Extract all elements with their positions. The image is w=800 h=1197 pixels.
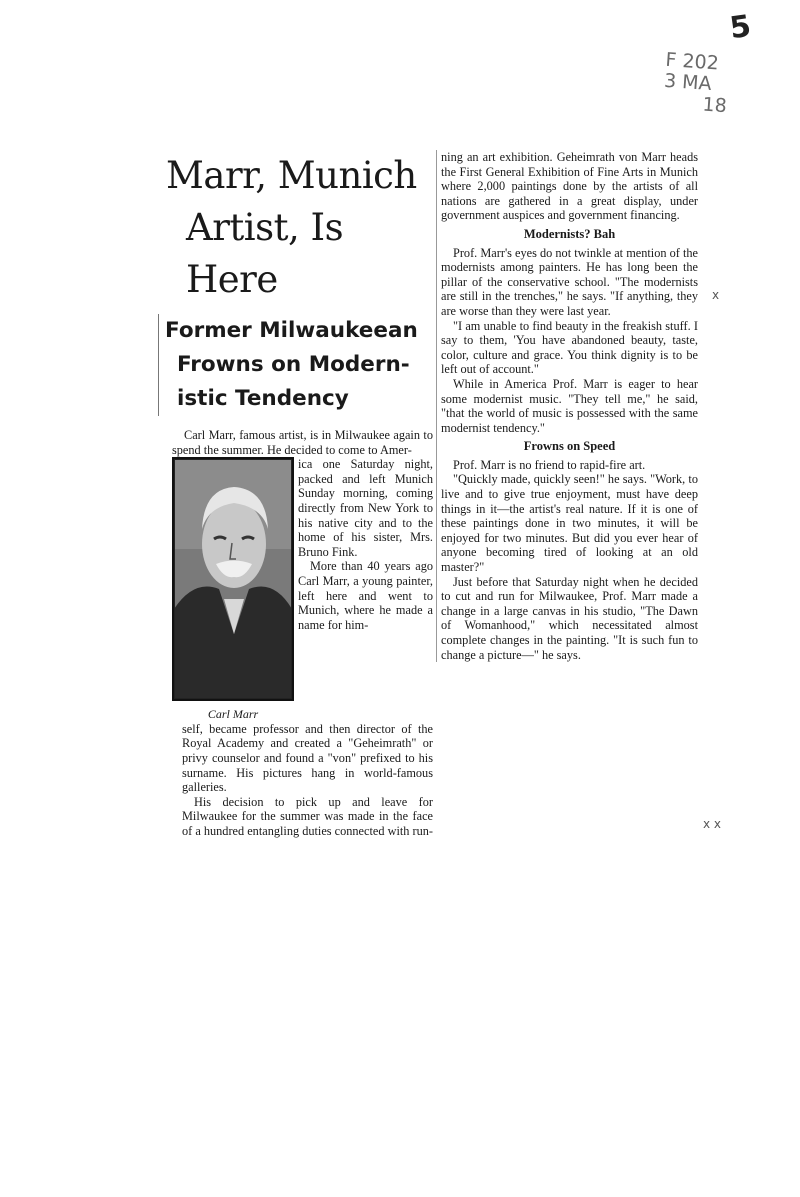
- right-paragraph-7: Just before that Saturday night when he decided to cut and run for Milwaukee, Prof. Marr made a change in a large canvas in his studio, "The Dawn of Womanhood," which necessitated almost complete changes in the painting. "It is such fun to change a picture—" he says.: [441, 574, 698, 662]
- beside-photo-paragraph-2: More than 40 years ago Carl Marr, a young painter, left here and went to Munich, where he made a name for him-: [298, 559, 433, 632]
- right-paragraph-1: ning an art exhibition. Geheimrath von Marr heads the First General Exhibition of Fine Arts in Munich where 2,000 paintings done by the artists of all nations are gathered in a great display, under government auspices and government financing.: [441, 150, 698, 223]
- reference-line-1: F 202: [664, 48, 720, 75]
- portrait-illustration: [174, 459, 292, 699]
- portrait-caption: Carl Marr: [207, 707, 259, 722]
- headline-line-1: Marr, Munich: [166, 154, 417, 197]
- continued-paragraph: self, became professor and then director of the Royal Academy and created a "Geheimrath" or privy counselor and found a "von" prefixed to his surname. His pictures hang in world-famous galleries.: [182, 721, 433, 795]
- right-paragraph-6: "Quickly made, quickly seen!" he says. "Work, to live and to give true enjoyment, must have deep things in it—the artist's real nature. If it is one of these paintings done in two minutes, it will be enjoyed for two minutes. But did you ever hear of anyone becoming tired of looking at an old master?": [441, 472, 698, 575]
- handwritten-page-number: 5: [727, 8, 754, 47]
- article-left-column: [158, 150, 433, 839]
- beside-photo-paragraph-1: ica one Saturday night, packed and left Munich Sunday morning, coming directly from New York to his native city and to the home of his sister, Mrs. Bruno Fink.: [298, 457, 433, 559]
- reference-line-3: 18: [701, 93, 728, 118]
- subhead-speed: Frowns on Speed: [523, 439, 616, 454]
- article-right-column: [436, 150, 698, 662]
- decision-paragraph: His decision to pick up and leave for Milwaukee for the summer was made in the face of a hundred entangling duties connected with run-: [182, 794, 433, 838]
- deck-line-3: istic Tendency: [177, 386, 349, 411]
- deck-line-1: Former Milwaukeean: [165, 318, 418, 343]
- article-left-continued: [158, 722, 433, 839]
- handwritten-reference-note: [662, 50, 730, 117]
- deck-line-2: Frowns on Modern-: [177, 352, 410, 377]
- headline-line-2: Artist, Is Here: [186, 206, 344, 301]
- text-beside-photo: [298, 457, 433, 722]
- right-paragraph-4: While in America Prof. Marr is eager to hear some modernist music. "They tell me," he said, "that the world of music is possessed with the same modernist tendency.": [441, 376, 698, 435]
- margin-mark-1: x: [712, 288, 720, 302]
- margin-mark-2: x x: [703, 817, 722, 831]
- article-deck: [158, 314, 433, 416]
- portrait-figure: [172, 457, 294, 722]
- right-paragraph-3: "I am unable to find beauty in the freakish stuff. I say to them, 'You have abandoned beauty, taste, color, culture and grace. You think dignity is to be left out of account.": [441, 318, 698, 377]
- intro-paragraph: Carl Marr, famous artist, is in Milwaukee again to spend the summer. He decided to come to Amer-: [172, 428, 433, 457]
- subhead-modernists: Modernists? Bah: [523, 226, 616, 241]
- article-headline: [158, 150, 433, 306]
- portrait-photo: [172, 457, 294, 701]
- right-paragraph-2: Prof. Marr's eyes do not twinkle at mention of the modernists among painters. He has long been the pillar of the conservative school. "The modernists are still in the trenches," he says. "If anything, they are worse than they were last year.: [441, 245, 698, 318]
- reference-line-2: 3 MA: [663, 69, 713, 96]
- article-intro: [158, 428, 433, 457]
- right-column-body: [436, 150, 698, 662]
- right-paragraph-5: Prof. Marr is no friend to rapid-fire art.: [453, 457, 646, 472]
- photo-section: [158, 457, 433, 722]
